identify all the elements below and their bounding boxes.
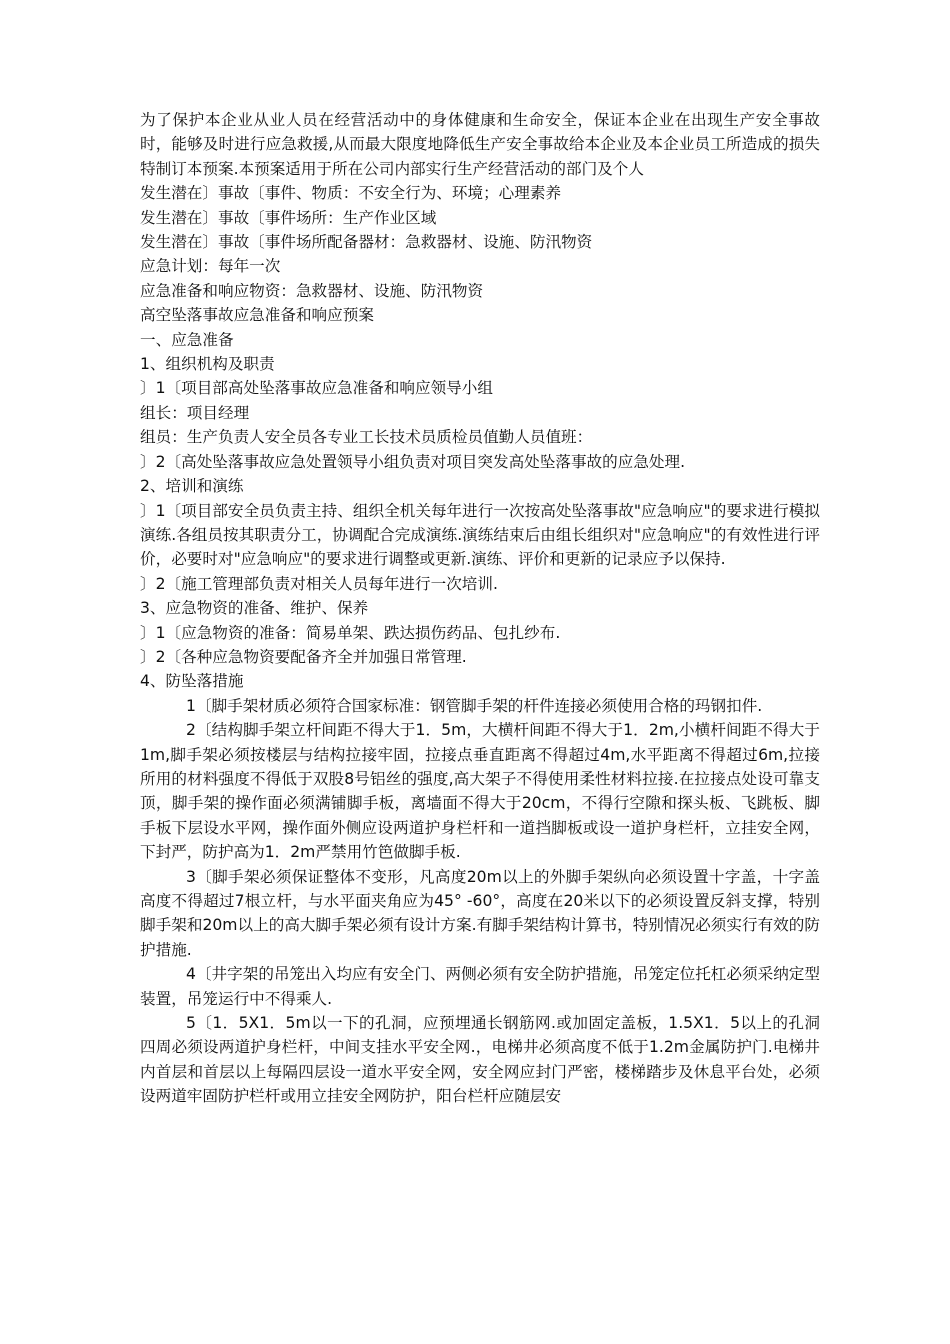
paragraph: 为了保护本企业从业人员在经营活动中的身体健康和生命安全，保证本企业在出现生产安全事故时，能够及时进行应急救援,从而最大限度地降低生产安全事故给本企业及本企业员工所造成的损失特制订本预案.本预案适用于所在公司内部实行生产经营活动的部门及个人 [140, 111, 820, 178]
paragraph: 应急准备和响应物资：急救器材、设施、防汛物资 [140, 281, 484, 300]
paragraph: 1、组织机构及职责 [140, 355, 275, 374]
paragraph: 〕1〔项目部高处坠落事故应急准备和响应领导小组 [140, 379, 493, 398]
paragraph: 发生潜在〕事故〔事件场所：生产作业区域 [140, 208, 437, 227]
paragraph: 〕1〔应急物资的准备：简易单架、跌达损伤药品、包扎纱布. [140, 623, 561, 642]
paragraph: 高空坠落事故应急准备和响应预案 [140, 306, 374, 325]
paragraph: 4、防坠落措施 [140, 672, 244, 691]
paragraph: 应急计划：每年一次 [140, 257, 281, 276]
paragraph: 1〔脚手架材质必须符合国家标准：钢管脚手架的杆件连接必须使用合格的玛钢扣件. [186, 696, 763, 715]
paragraph: 发生潜在〕事故〔事件、物质：不安全行为、环境；心理素养 [140, 184, 562, 203]
paragraph: 2〔结构脚手架立杆间距不得大于1．5m，大横杆间距不得大于1．2m,小横杆间距不得大于1m,脚手架必须按楼层与结构拉接牢固，拉接点垂直距离不得超过4m,水平距离不得超过6m,拉接所用的材料强度不得低于双股8号铝丝的强度,高大架子不得使用柔性材料拉接.在拉接点处设可靠支顶，脚手架的操作面必须满铺脚手板，离墙面不得大于20cm，不得行空隙和探头板、飞跳板、脚手板下层设水平网，操作面外侧应设两道护身栏杆和一道挡脚板或设一道护身栏杆，立挂安全网，下封严，防护高为1．2m严禁用竹笆做脚手板. [140, 721, 820, 862]
paragraph: 3〔脚手架必须保证整体不变形，凡高度20m以上的外脚手架纵向必须设置十字盖，十字盖高度不得超过7根立杆，与水平面夹角应为45° -60°，高度在20米以下的必须设置反斜支撑，特别脚手架和20m以上的高大脚手架必须有设计方案.有脚手架结构计算书，特别情况必须实行有效的防护措施. [140, 867, 820, 959]
paragraph: 〕2〔施工管理部负责对相关人员每年进行一次培训. [140, 574, 498, 593]
paragraph: 一、应急准备 [140, 330, 234, 349]
paragraph: 5〔1．5X1．5m以一下的孔洞，应预埋通长钢筋网.或加固定盖板，1.5X1．5以上的孔洞四周必须设两道护身栏杆，中间支挂水平安全网.，电梯井必须高度不低于1.2m金属防护门.电梯井内首层和首层以上每隔四层设一道水平安全网，安全网应封门严密，楼梯踏步及休息平台处，必须设两道牢固防护栏杆或用立挂安全网防护，阳台栏杆应随层安 [140, 1014, 820, 1106]
paragraph: 组员：生产负责人安全员各专业工长技术员质检员值勤人员值班： [140, 428, 593, 447]
paragraph: 〕2〔各种应急物资要配备齐全并加强日常管理. [140, 647, 467, 666]
document-body [140, 108, 820, 1109]
paragraph: 3、应急物资的准备、维护、保养 [140, 599, 369, 618]
paragraph: 2、培训和演练 [140, 477, 244, 496]
paragraph: 〕2〔高处坠落事故应急处置领导小组负责对项目突发高处坠落事故的应急处理. [140, 452, 686, 471]
paragraph: 组长：项目经理 [140, 403, 250, 422]
paragraph: 〕1〔项目部安全员负责主持、组织全机关每年进行一次按高处坠落事故"应急响应"的要求进行模拟演练.各组员按其职责分工，协调配合完成演练.演练结束后由组长组织对"应急响应"的有效性进行评价，必要时对"应急响应"的要求进行调整或更新.演练、评价和更新的记录应予以保持. [140, 501, 820, 569]
paragraph: 4〔井字架的吊笼出入均应有安全门、两侧必须有安全防护措施，吊笼定位托杠必须采纳定型装置，吊笼运行中不得乘人. [140, 965, 820, 1008]
paragraph: 发生潜在〕事故〔事件场所配备器材：急救器材、设施、防汛物资 [140, 233, 593, 252]
